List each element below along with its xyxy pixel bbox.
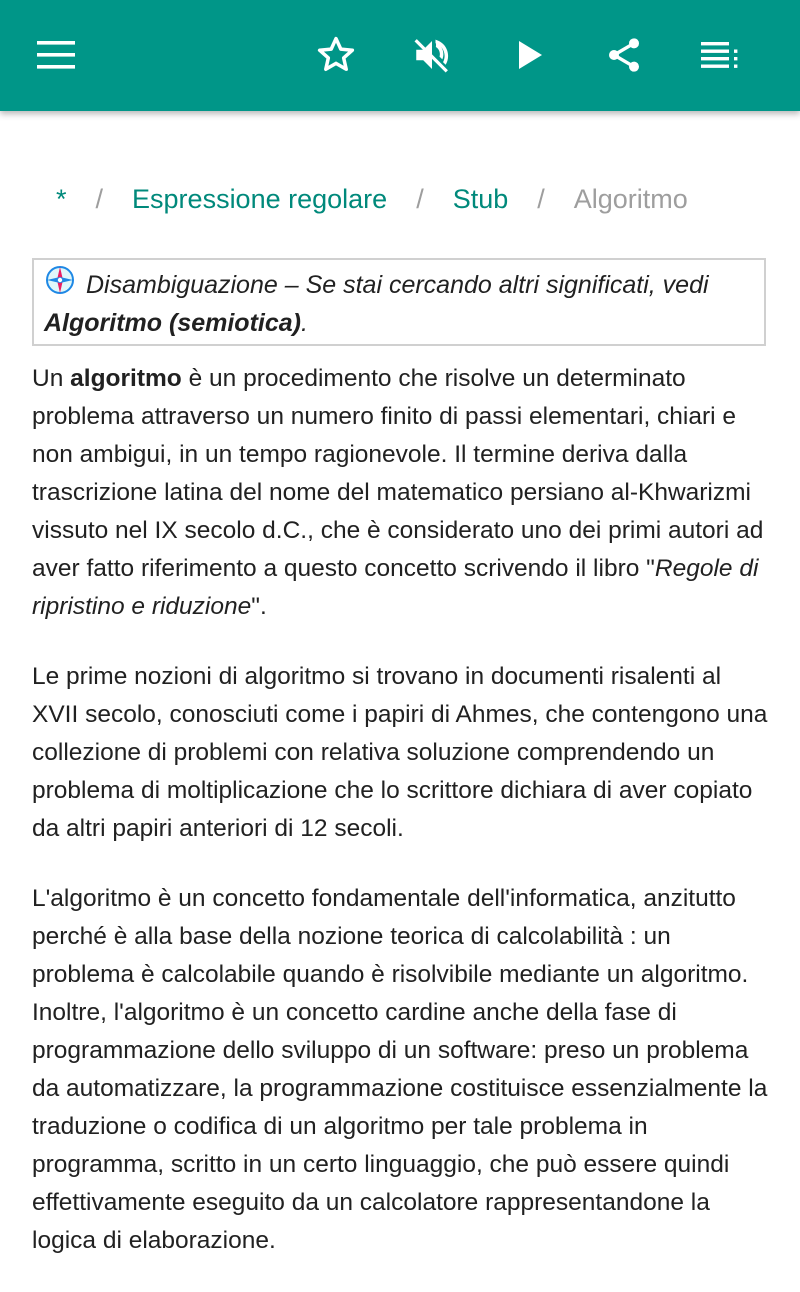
breadcrumb-root-link[interactable]: * xyxy=(56,183,67,214)
mute-button[interactable] xyxy=(404,27,460,83)
menu-icon xyxy=(37,41,75,69)
disambiguation-suffix: . xyxy=(300,309,308,337)
disambiguation-link[interactable]: Algoritmo (semiotica) xyxy=(44,309,301,337)
volume-off-icon xyxy=(411,34,453,76)
playlist-button[interactable] xyxy=(692,27,748,83)
play-icon xyxy=(515,39,545,71)
article-paragraph-1 xyxy=(32,360,772,626)
menu-button[interactable] xyxy=(28,27,84,83)
compass-icon xyxy=(44,264,76,296)
play-button[interactable] xyxy=(502,27,558,83)
article-body xyxy=(32,360,772,1292)
breadcrumb-separator: / xyxy=(416,183,424,214)
p1-body: è un procedimento che risolve un determinato problema attraverso un numero finito di passi elementari, chiari e non ambigui, in un tempo ragionevole. Il termine deriva dalla trascrizione latina del nome del matematico persiano al-Khwarizmi vissuto nel IX secolo d.C., che è considerato uno dei primi autori ad aver fatto riferimento a questo concetto scrivendo il libro " xyxy=(32,365,764,582)
article-term-algoritmo: algoritmo xyxy=(70,365,182,392)
playlist-icon xyxy=(701,42,739,68)
article-book-title: Regole di ripristino e riduzione xyxy=(32,555,759,620)
p1-prefix: Un xyxy=(32,365,64,392)
breadcrumb xyxy=(56,178,688,220)
star-outline-icon xyxy=(315,34,357,76)
app-toolbar xyxy=(0,0,800,111)
bookmark-button[interactable] xyxy=(308,27,364,83)
p1-end: ". xyxy=(251,593,267,620)
breadcrumb-current: Algoritmo xyxy=(573,183,688,214)
breadcrumb-item-stub[interactable]: Stub xyxy=(452,183,509,214)
breadcrumb-separator: / xyxy=(537,183,545,214)
share-button[interactable] xyxy=(596,27,652,83)
disambiguation-text: Disambiguazione – Se stai cercando altri significati, vedi xyxy=(86,271,709,299)
breadcrumb-item-espressione-regolare[interactable]: Espressione regolare xyxy=(132,183,388,214)
article-paragraph-3: L'algoritmo è un concetto fondamentale dell'informatica, anzitutto perché è alla base della nozione teorica di calcolabilità : un problema è calcolabile quando è risolvibile mediante un algoritmo. Inoltre, l'algoritmo è un concetto cardine anche della fase di programmazione dello sviluppo di un software: preso un problema da automatizzare, la programmazione costituisce essenzialmente la traduzione o codifica di un algoritmo per tale problema in programma, scritto in un certo linguaggio, che può essere quindi effettivamente eseguito da un calcolatore rappresentandone la logica di elaborazione. xyxy=(32,885,768,1254)
article-paragraph-2: Le prime nozioni di algoritmo si trovano in documenti risalenti al XVII secolo, conosciuti come i papiri di Ahmes, che contengono una collezione di problemi con relativa soluzione comprendendo un problema di moltiplicazione che lo scrittore dichiara di aver copiato da altri papiri anteriori di 12 secoli. xyxy=(32,663,768,842)
disambiguation-box xyxy=(32,258,766,346)
breadcrumb-separator: / xyxy=(95,183,104,214)
share-icon xyxy=(604,34,644,76)
